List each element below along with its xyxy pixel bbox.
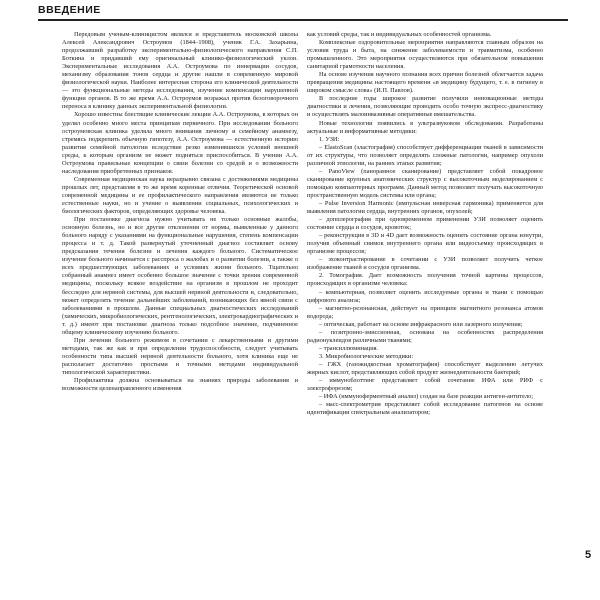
paragraph: – ИФА (иммуноферментный анализ) создан на базе реакции антиген-антитело;	[319, 393, 534, 401]
paragraph: – позитронно-эмиссионная, основана на особенностях распределения радионуклеидов различными тканями;	[307, 328, 543, 344]
left-text-column	[62, 31, 298, 393]
paragraph: – оптическая, работает на основе инфракрасного или лазерного излучения;	[319, 320, 523, 328]
paragraph: 1. УЗИ:	[319, 135, 340, 143]
paragraph: Современная медицинская наука неразрывно связана с достижениями медицины прошлых лет, представляя в то же время коренные отличия. Теоретической основой современной медицины и ее профилактического направления являются не только естественные науки, но и учение о выявлении социальных, психологических и биологических факторов, определяющих здоровье человека.	[62, 175, 298, 216]
paragraph: При постановке диагноза нужно учитывать не только основные жалобы, основную болезнь, но и все другие отклонения от нормы, выявленные у данного больного наряду с указаниями на функциональные нарушения, степень компенсации процесса и т. д. Такой развернутый уточненный диагноз составляет основу предсказания течения болезни и лечения каждого больного. Систематическое изучение больного начинается с расспроса о жалобах и о развитии болезни, а также о всех предшествующих заболеваниях и условиях жизни больного. Тщательно собранный анамнез имеет особенно большое значение с точки зрения современной медицины, поскольку всякое воздействие на организм в прошлом не проходит бесследно для нервной системы, для высшей нервной деятельности и, следовательно, может определять течение дальнейших заболеваний, возникающих без явной связи с заболеваниями в прошлом. Данные специальных диагностических исследований (химических, микробиологических, рентгенологических, электрокардиографических и т. д.) имеют при постановке диагноза только подсобное значение, подчиненное общему клиническому изучению больного.	[62, 216, 298, 336]
paragraph: – компьютерная, позволяет оценить исследуемые органы и ткани с помощью цифрового анализа;	[307, 288, 543, 304]
paragraph: – иммуноблоттинг представляет собой сочетание ИФА или РИФ с электрофорезом;	[307, 377, 543, 393]
paragraph: Передовым ученым-клиницистом являлся и представитель московской школы Алексей Александрович Остроумов (1844–1908), ученик Г.А. Захарьина, продолжавший разработку экспериментально-физиологического направления С.П. Боткина и придавший ему оригинальный клинико-физиологический уклон. Экспериментальные исследования А.А. Остроумова по иннервации сосудов, механизму образования тонов сердца и другие нашли в современную мировой физиологической науки. Наиболее интересная сторона его клинической деятельности — это функциональные методы исследования, изучение компенсации нарушенной функции органов. В то же время А.А. Остроумов возражал против безоговорочного переноса в клинику данных экспериментальной физиологии.	[62, 31, 298, 111]
paragraph: – трансиллюминация.	[319, 344, 379, 352]
paragraph: 2. Томография. Дает возможность получения точной картины процессов, происходящих в организме человека:	[307, 272, 543, 288]
right-text-column	[307, 31, 543, 417]
paragraph: 3. Микробиологические методики:	[319, 352, 414, 360]
paragraph: Хорошо известны блестящие клинические лекции А.А. Остроумова, в которых он уделял особенно много места принципам первичного. При исследовании больного остроумовская клиника уделяла много внимания личному и семейному анамнезу, стремясь подкрепить обычную гипотезу, А.А. Остроумова — естественную историю развития семейной патологии вследствие резко изменившихся условий внешней среды, к которым организм не может подняться приспособиться. В учении А.А. Остроумова правильные концепции о связи болезни со средой и о возможности наследования приобретенных признаков.	[62, 111, 298, 175]
paragraph: При лечении больного режимом в сочетании с лекарственными и другими методами, так же как и при определении трудоспособности, следует учитывать особенности типа высшей нервной деятельности больного, хотя клиника еще не располагает достаточно простыми и точными методами индивидуальной типологической характеристики.	[62, 336, 298, 376]
section-title: ВВЕДЕНИЕ	[38, 4, 101, 16]
paragraph: как условий среды, так и индивидуальных особенностей организма.	[307, 31, 492, 38]
paragraph: Новые технологии появились в ультразвуковом обследовании. Разработаны актуальные и информативные методики:	[307, 119, 543, 135]
paragraph: – эхоконтрастирование в сочетании с УЗИ позволяет получить четкое изображение тканей и сосудов организма.	[307, 256, 543, 272]
paragraph: В последние годы широкое развитие получили инновационные методы диагностики и лечения, позволяющие проводить особо точную экспресс-диагностику и осуществлять малоинвазивные оперативные вмешательства.	[307, 95, 543, 119]
paragraph: – Pulse Inversion Harmonic (импульсная инверсная гармоника) применяется для выявления патологии сердца, внутренних органов, опухолей;	[307, 199, 543, 216]
paragraph: Профилактика должна основываться на знаниях природы заболевания и возможности целенаправленного изменения	[62, 377, 298, 393]
paragraph: – допплерография при одновременном применении УЗИ позволяет оценить состояние сердца и сосудов, кровоток;	[307, 216, 543, 232]
page-number: 5	[584, 549, 592, 561]
paragraph: На основе изучения научного познания всех причин болезней облегчается задача превращения медицины настоящего времени «в медицину будущего, т. е. в гигиену в широком смысле слова» (И.П. Павлов).	[307, 71, 543, 95]
paragraph: – магнитно-резонансная, действует на принципе магнитного резонанса атомов водорода;	[307, 304, 543, 320]
paragraph: – ГЖХ (газожидкостная хроматография) способствует выделению летучих жирных кислот, представляющих собой продукт жизнедеятельности бактерий;	[307, 360, 543, 376]
paragraph: – PanoView (панорамное сканирование) представляет собой покадровое сканирование крупных анатомических структур с высокоточным моделированием с помощью компьютерных программ. Данный метод позволяет получать высокоточную пространственную модель системы или органа;	[307, 167, 543, 199]
paragraph: Комплексные оздоровительные мероприятия направляются главным образом на условия труда и быта, на снижение заболеваемости и травматизма, особенно промышленного. Это мероприятия осуществляются при обязательном повышении санитарной грамотности населения.	[307, 39, 543, 71]
paragraph: – реконструкция в 3D и 4D дает возможность оценить состояние органа изнутри, получив объемный снимок внутреннего органа или видеосъемку происходящих в организме процессов;	[307, 232, 543, 256]
paragraph: – масс-спектрометрия представляет собой исследование патогенов на основе идентификации спектральным анализатором;	[307, 401, 543, 417]
paragraph: – ElastoScan (эластография) способствует дифференциации тканей в зависимости от их структуры, что позволяет определять сложные патологии, например опухоли различной этиологии, на ранних этапах развития;	[307, 143, 543, 167]
header-rule	[38, 19, 568, 21]
